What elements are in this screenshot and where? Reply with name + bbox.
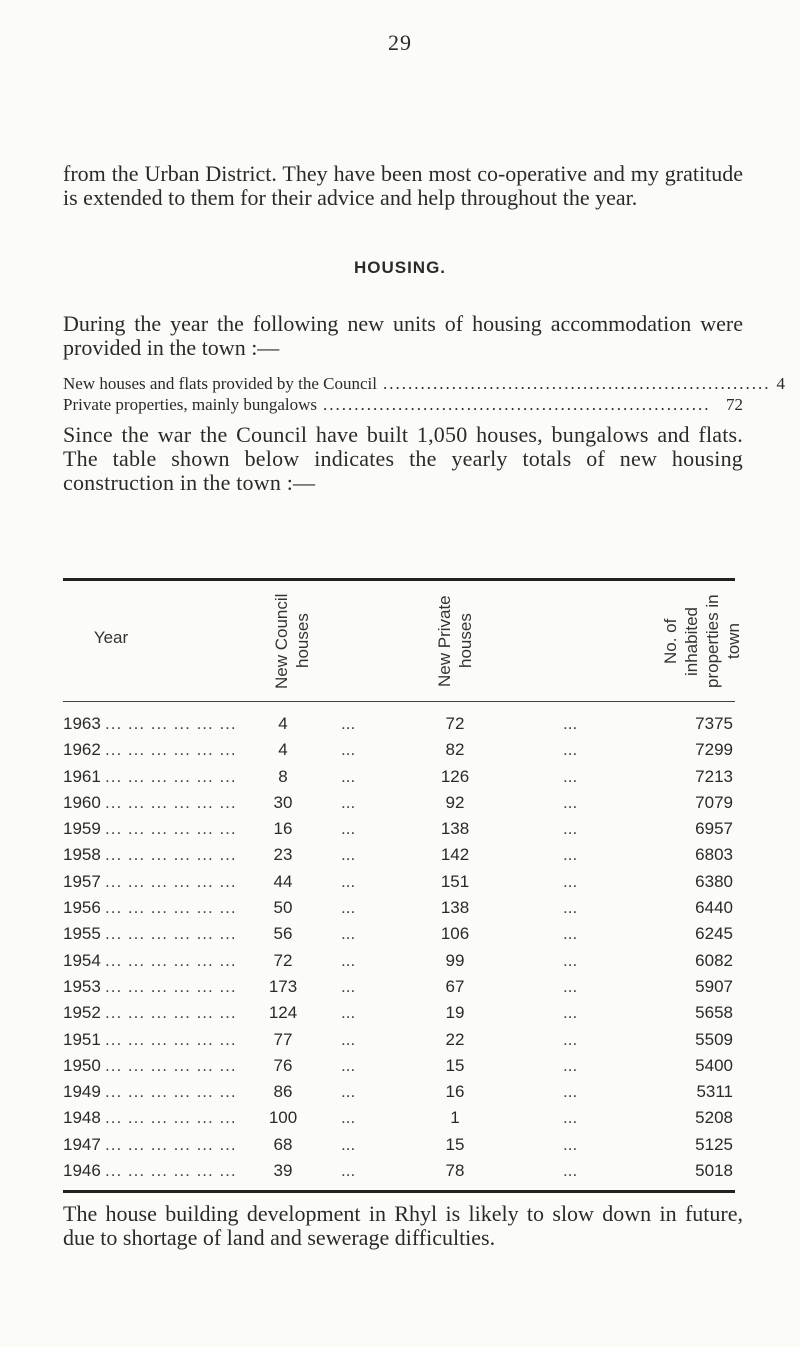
table-row [63,1135,735,1161]
cell-inhabited: 6245 [695,924,733,944]
cell-private: 126 [440,766,470,786]
provision-value: 72 [726,395,743,414]
leader-dots: ... [341,950,356,970]
table-row [63,1056,735,1082]
cell-council: 8 [278,766,288,786]
cell-inhabited: 5018 [695,1161,733,1181]
cell-council: 56 [273,924,293,944]
cell-inhabited: 5125 [695,1134,733,1154]
cell-year: 1954 [63,950,101,970]
table-row [63,924,735,950]
leader-dots: ... [341,1055,356,1075]
cell-year: 1952 [63,1003,101,1023]
cell-private: 1 [450,1108,460,1128]
header-new-council-houses: New Council houses [272,593,312,689]
cell-council: 173 [268,976,298,996]
cell-inhabited: 6803 [695,845,733,865]
leader-dots: ... ... ... ... ... ... [105,792,237,812]
table-row [63,1003,735,1029]
leader-dots: ... [341,924,356,944]
cell-council: 100 [268,1108,298,1128]
cell-council: 4 [278,740,288,760]
leader-dots: ... [341,1029,356,1049]
provision-row-private [63,395,743,416]
table-row [63,793,735,819]
section-heading: HOUSING. [353,258,447,277]
leader-dots: ... ... ... ... ... ... [105,1003,237,1023]
provision-value: 4 [776,374,785,393]
leader-dots: ... [341,792,356,812]
cell-inhabited: 5658 [695,1003,733,1023]
leader-dots: ... ... ... ... ... ... [105,1108,237,1128]
cell-council: 124 [268,1003,298,1023]
table-row [63,740,735,766]
leader-dots: ... [563,792,578,812]
cell-year: 1963 [63,714,101,733]
cell-private: 151 [440,871,470,891]
provision-label: Private properties, mainly bungalows [63,395,318,414]
cell-year: 1955 [63,924,101,944]
cell-inhabited: 5907 [695,976,733,996]
cell-private: 82 [445,740,465,760]
leader-dots: ... [341,766,356,786]
table-bottom-rule [63,1190,735,1193]
cell-council: 50 [273,898,293,918]
cell-year: 1951 [63,1029,101,1049]
cell-inhabited: 5208 [695,1108,733,1128]
table-row [63,872,735,898]
leader-dots: ... [563,871,578,891]
leader-dots: ... [341,976,356,996]
cell-private: 22 [445,1029,465,1049]
leader-dots: ... ... ... ... ... ... [105,871,237,891]
leader-dots: ... ... ... ... ... ... [105,819,237,839]
cell-year: 1962 [63,740,101,760]
since-war-paragraph: Since the war the Council have built 1,050 houses, bungalows and flats. The table shown below indicates the yearly totals of new housing construction in the town :— [63,422,743,495]
leader-dots: ... [563,1055,578,1075]
cell-council: 23 [273,845,293,865]
leader-dots: ... [341,871,356,891]
cell-year: 1956 [63,898,101,918]
leader-dots: ... ... ... ... ... ... [105,976,237,996]
leader-dots: ... [341,845,356,865]
cell-private: 142 [440,845,470,865]
cell-council: 44 [273,871,293,891]
header-new-private-houses: New Private houses [435,595,475,687]
table-body [63,714,735,1187]
cell-inhabited: 7375 [695,714,733,733]
leader-dots: ... [563,1134,578,1154]
leader-dots: ... ... ... ... ... ... [105,1134,237,1154]
leader-dots: ... [563,819,578,839]
header-rule [63,701,735,702]
cell-year: 1950 [63,1055,101,1075]
provision-row-council [63,374,785,395]
leader-dots: ... [341,1161,356,1181]
cell-private: 16 [445,1082,465,1102]
leader-dots: ... [341,819,356,839]
leader-dots: ... [563,766,578,786]
cell-council: 39 [273,1161,293,1181]
cell-private: 19 [445,1003,465,1023]
closing-paragraph: The house building development in Rhyl is likely to slow down in future, due to shortage of land and sewerage difficulties. [63,1201,743,1250]
leader-dots: ... [563,714,578,733]
leader-dots: ... [563,924,578,944]
leader-dots: ... ... ... ... ... ... [105,898,237,918]
leader-dots: ... [341,1108,356,1128]
cell-council: 86 [273,1082,293,1102]
cell-private: 138 [440,819,470,839]
cell-inhabited: 5311 [696,1082,733,1102]
leader-dots: ... ... ... ... ... ... [105,1055,237,1075]
cell-private: 78 [445,1161,465,1181]
header-year: Year [93,628,129,647]
leader-dots: .............................................................. [323,395,711,414]
cell-council: 30 [273,792,293,812]
cell-private: 106 [440,924,470,944]
table-row [63,1161,735,1187]
cell-inhabited: 6082 [695,950,733,970]
cell-council: 16 [273,819,293,839]
leader-dots: ... [563,1003,578,1023]
cell-inhabited: 6957 [695,819,733,839]
table-row [63,1082,735,1108]
table-row [63,951,735,977]
leader-dots: ... [563,1161,578,1181]
leader-dots: ... ... ... ... ... ... [105,1082,237,1102]
cell-council: 68 [273,1134,293,1154]
cell-inhabited: 7299 [695,740,733,760]
table-row [63,1030,735,1056]
provision-label: New houses and flats provided by the Council [63,374,377,393]
leader-dots: ... [341,898,356,918]
leader-dots: ... [563,845,578,865]
leader-dots: ... [341,1003,356,1023]
leader-dots: ... [341,1082,356,1102]
table-row [63,898,735,924]
table-row [63,845,735,871]
cell-private: 15 [445,1055,465,1075]
cell-private: 67 [445,976,465,996]
leader-dots: ... [563,976,578,996]
leader-dots: ... [341,1134,356,1154]
leader-dots: ... [563,950,578,970]
cell-inhabited: 5509 [695,1029,733,1049]
leader-dots: ... ... ... ... ... ... [105,924,237,944]
leader-dots: ... [563,898,578,918]
cell-year: 1961 [63,766,101,786]
header-inhabited-properties: No. of inhabited properties in town [661,594,743,688]
cell-inhabited: 5400 [695,1055,733,1075]
leader-dots: ... [341,740,356,760]
table-row [63,819,735,845]
cell-private: 99 [445,950,465,970]
cell-year: 1953 [63,976,101,996]
leader-dots: ... [341,714,356,733]
leader-dots: ... [563,1108,578,1128]
table-top-rule [63,578,735,581]
leader-dots: ... ... ... ... ... ... [105,1029,237,1049]
cell-council: 4 [278,714,288,733]
cell-council: 72 [273,950,293,970]
table-row [63,977,735,1003]
leader-dots: ... ... ... ... ... ... [105,714,237,733]
leader-dots: ... ... ... ... ... ... [105,845,237,865]
cell-inhabited: 6440 [695,898,733,918]
leader-dots: ... ... ... ... ... ... [105,766,237,786]
cell-council: 77 [273,1029,293,1049]
cell-inhabited: 6380 [695,871,733,891]
provisions-list [63,374,785,416]
cell-inhabited: 7213 [695,766,733,786]
cell-year: 1949 [63,1082,101,1102]
cell-private: 138 [440,898,470,918]
cell-year: 1948 [63,1108,101,1128]
cell-private: 15 [445,1134,465,1154]
leader-dots: .............................................................. [382,374,771,393]
leader-dots: ... ... ... ... ... ... [105,1161,237,1181]
table-row [63,767,735,793]
cell-inhabited: 7079 [695,792,733,812]
cell-year: 1959 [63,819,101,839]
cell-year: 1946 [63,1161,101,1181]
cell-year: 1957 [63,871,101,891]
leader-dots: ... [563,1029,578,1049]
table-row [63,714,735,740]
leader-dots: ... ... ... ... ... ... [105,950,237,970]
cell-year: 1947 [63,1134,101,1154]
cell-council: 76 [273,1055,293,1075]
page-number: 29 [388,30,412,55]
leader-dots: ... ... ... ... ... ... [105,740,237,760]
cell-year: 1960 [63,792,101,812]
cell-private: 92 [445,792,465,812]
cell-year: 1958 [63,845,101,865]
leader-dots: ... [563,1082,578,1102]
housing-intro: During the year the following new units of housing accommodation were provided in the town :— [63,311,743,360]
table-row [63,1108,735,1134]
cell-private: 72 [445,714,465,733]
intro-paragraph: from the Urban District. They have been most co-operative and my gratitude is extended to them for their advice and help throughout the year. [63,161,743,210]
leader-dots: ... [563,740,578,760]
